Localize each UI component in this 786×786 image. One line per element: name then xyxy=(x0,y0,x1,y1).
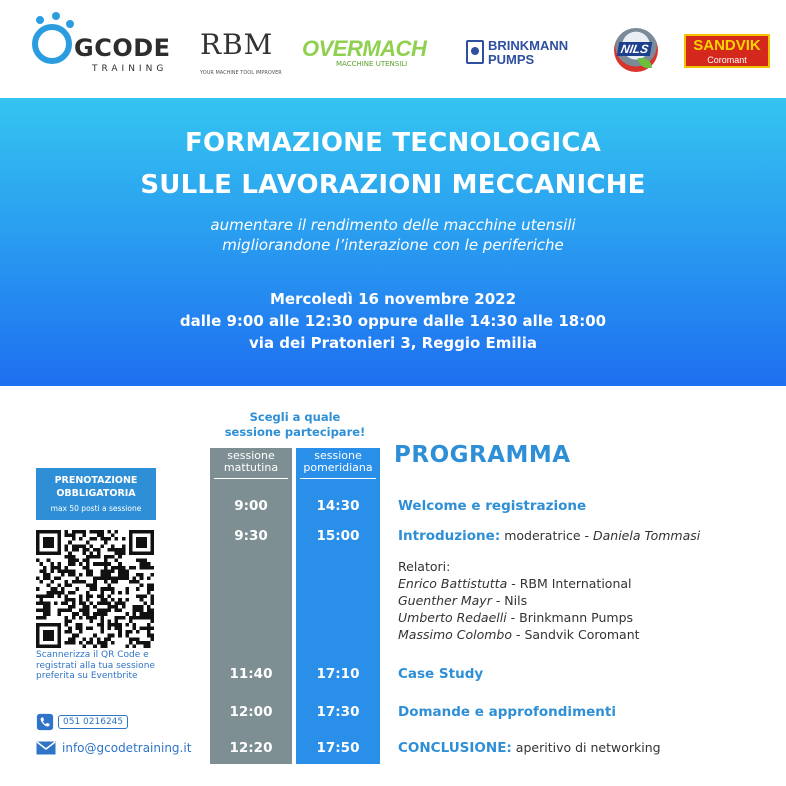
speaker-row xyxy=(398,592,640,609)
morning-time: 9:30 xyxy=(234,528,268,544)
phone-contact[interactable] xyxy=(36,712,128,732)
booking-box xyxy=(36,468,156,520)
speakers-label: Relatori: xyxy=(398,559,451,574)
sponsor-logo-bar xyxy=(0,0,786,98)
morning-session-header xyxy=(210,450,292,477)
speaker-name: Guenther Mayr xyxy=(398,593,492,608)
booking-note: max 50 posti a sessione xyxy=(50,504,142,513)
event-subtitle-line2: migliorandone l’interazione con le periferiche xyxy=(222,236,564,254)
email-contact[interactable] xyxy=(36,738,191,758)
event-title-line1: FORMAZIONE TECNOLOGICA xyxy=(185,128,601,158)
gcode-dot-icon xyxy=(36,16,44,24)
gcode-ring-icon xyxy=(32,24,72,64)
afternoon-time: 14:30 xyxy=(316,498,360,514)
gcode-dot-icon xyxy=(66,20,74,28)
column-divider xyxy=(214,478,288,479)
overmach-logo-sub: MACCHINE UTENSILI xyxy=(336,60,408,68)
agenda-item-detail: moderatrice - xyxy=(500,528,593,543)
agenda-item-case-study xyxy=(398,666,483,682)
afternoon-time: 15:00 xyxy=(316,528,360,544)
speaker-company: - RBM International xyxy=(507,576,632,591)
afternoon-session-column xyxy=(296,448,380,764)
speaker-company: - Brinkmann Pumps xyxy=(506,610,634,625)
afternoon-time: 17:30 xyxy=(316,704,360,720)
agenda-item-welcome xyxy=(398,498,586,514)
morning-time: 12:00 xyxy=(229,704,273,720)
speaker-name: Enrico Battistutta xyxy=(398,576,508,591)
agenda-item-label: Domande e approfondimenti xyxy=(398,704,616,720)
speaker-company: - Sandvik Coromant xyxy=(512,627,640,642)
event-subtitle-line1: aumentare il rendimento delle macchine utensili xyxy=(210,216,576,234)
programme-title: PROGRAMMA xyxy=(394,442,571,468)
event-date: Mercoledì 16 novembre 2022 xyxy=(269,290,517,308)
speaker-row xyxy=(398,575,640,592)
event-hours: dalle 9:00 alle 12:30 oppure dalle 14:30 alle 18:00 xyxy=(179,312,607,330)
overmach-logo-text: OVERMACH xyxy=(302,36,427,61)
speaker-name: Massimo Colombo xyxy=(398,627,512,642)
gcode-dot-icon xyxy=(52,12,60,20)
speaker-company: - Nils xyxy=(491,593,528,608)
email-address[interactable]: info@gcodetraining.it xyxy=(62,741,192,755)
booking-title-line1: PRENOTAZIONE xyxy=(54,475,138,486)
scan-instructions-line2: registrati alla tua sessione xyxy=(36,660,155,671)
hero-banner xyxy=(0,98,786,386)
booking-title-line2: OBBLIGATORIA xyxy=(56,488,136,499)
brinkmann-logo-line2: PUMPS xyxy=(488,52,535,67)
rbm-logo xyxy=(200,28,282,78)
event-address: via dei Pratonieri 3, Reggio Emilia xyxy=(249,334,537,352)
brinkmann-pumps-logo xyxy=(466,38,596,68)
agenda-item-qa xyxy=(398,704,616,720)
scan-instructions xyxy=(36,650,196,682)
morning-time: 11:40 xyxy=(229,666,273,682)
scan-instructions-line3: preferita su Eventbrite xyxy=(36,671,138,681)
afternoon-session-label1: sessione xyxy=(314,449,362,462)
phone-number[interactable]: 051 0216245 xyxy=(58,715,128,729)
agenda-item-label: Introduzione: xyxy=(398,528,501,544)
choose-session-prompt xyxy=(208,410,382,440)
sandvik-coromant-logo xyxy=(684,34,770,68)
scan-instructions-line1: Scannerizza il QR Code e xyxy=(36,650,149,660)
choose-session-line2: sessione partecipare! xyxy=(224,425,366,439)
agenda-item-label: Welcome e registrazione xyxy=(398,498,587,514)
gcode-training-logo xyxy=(30,14,182,78)
column-divider xyxy=(300,478,376,479)
qr-code-icon[interactable] xyxy=(36,530,154,648)
gcode-logo-text: GCODE xyxy=(74,34,171,62)
morning-session-column xyxy=(210,448,292,764)
gcode-logo-sub: TRAINING xyxy=(92,64,168,74)
afternoon-session-label2: pomeridiana xyxy=(303,461,373,474)
sandvik-logo-text: SANDVIK xyxy=(693,37,761,54)
rbm-logo-text: RBM xyxy=(200,28,274,61)
afternoon-session-header xyxy=(296,450,380,477)
event-title-line2: SULLE LAVORAZIONI MECCANICHE xyxy=(140,170,646,200)
speaker-row xyxy=(398,626,640,643)
morning-session-label1: sessione xyxy=(227,449,275,462)
overmach-logo xyxy=(302,36,446,70)
choose-session-line1: Scegli a quale xyxy=(249,410,341,424)
nils-logo xyxy=(614,28,660,72)
afternoon-time: 17:50 xyxy=(316,740,360,756)
speaker-row xyxy=(398,609,640,626)
afternoon-time: 17:10 xyxy=(316,666,360,682)
agenda-item-label: Case Study xyxy=(398,666,484,682)
phone-icon xyxy=(36,713,54,731)
rbm-logo-sub: YOUR MACHINE TOOL IMPROVER xyxy=(200,70,282,76)
moderator-name: Daniela Tommasi xyxy=(593,528,701,543)
speaker-name: Umberto Redaelli xyxy=(398,610,507,625)
brinkmann-logo-line1: BRINKMANN xyxy=(488,38,569,53)
agenda-item-label: CONCLUSIONE: xyxy=(398,740,512,756)
nils-logo-text: NILS xyxy=(617,42,653,56)
brinkmann-mark-icon xyxy=(466,40,484,64)
agenda-item-intro xyxy=(398,528,700,544)
agenda-item-conclusion xyxy=(398,740,661,756)
sandvik-logo-sub: Coromant xyxy=(707,55,747,65)
morning-time: 9:00 xyxy=(234,498,268,514)
speakers-list xyxy=(398,558,640,643)
morning-time: 12:20 xyxy=(229,740,273,756)
agenda-item-detail: aperitivo di networking xyxy=(511,740,661,755)
envelope-icon xyxy=(36,741,56,755)
qr-code-graphic xyxy=(36,530,154,648)
morning-session-label2: mattutina xyxy=(223,461,279,474)
